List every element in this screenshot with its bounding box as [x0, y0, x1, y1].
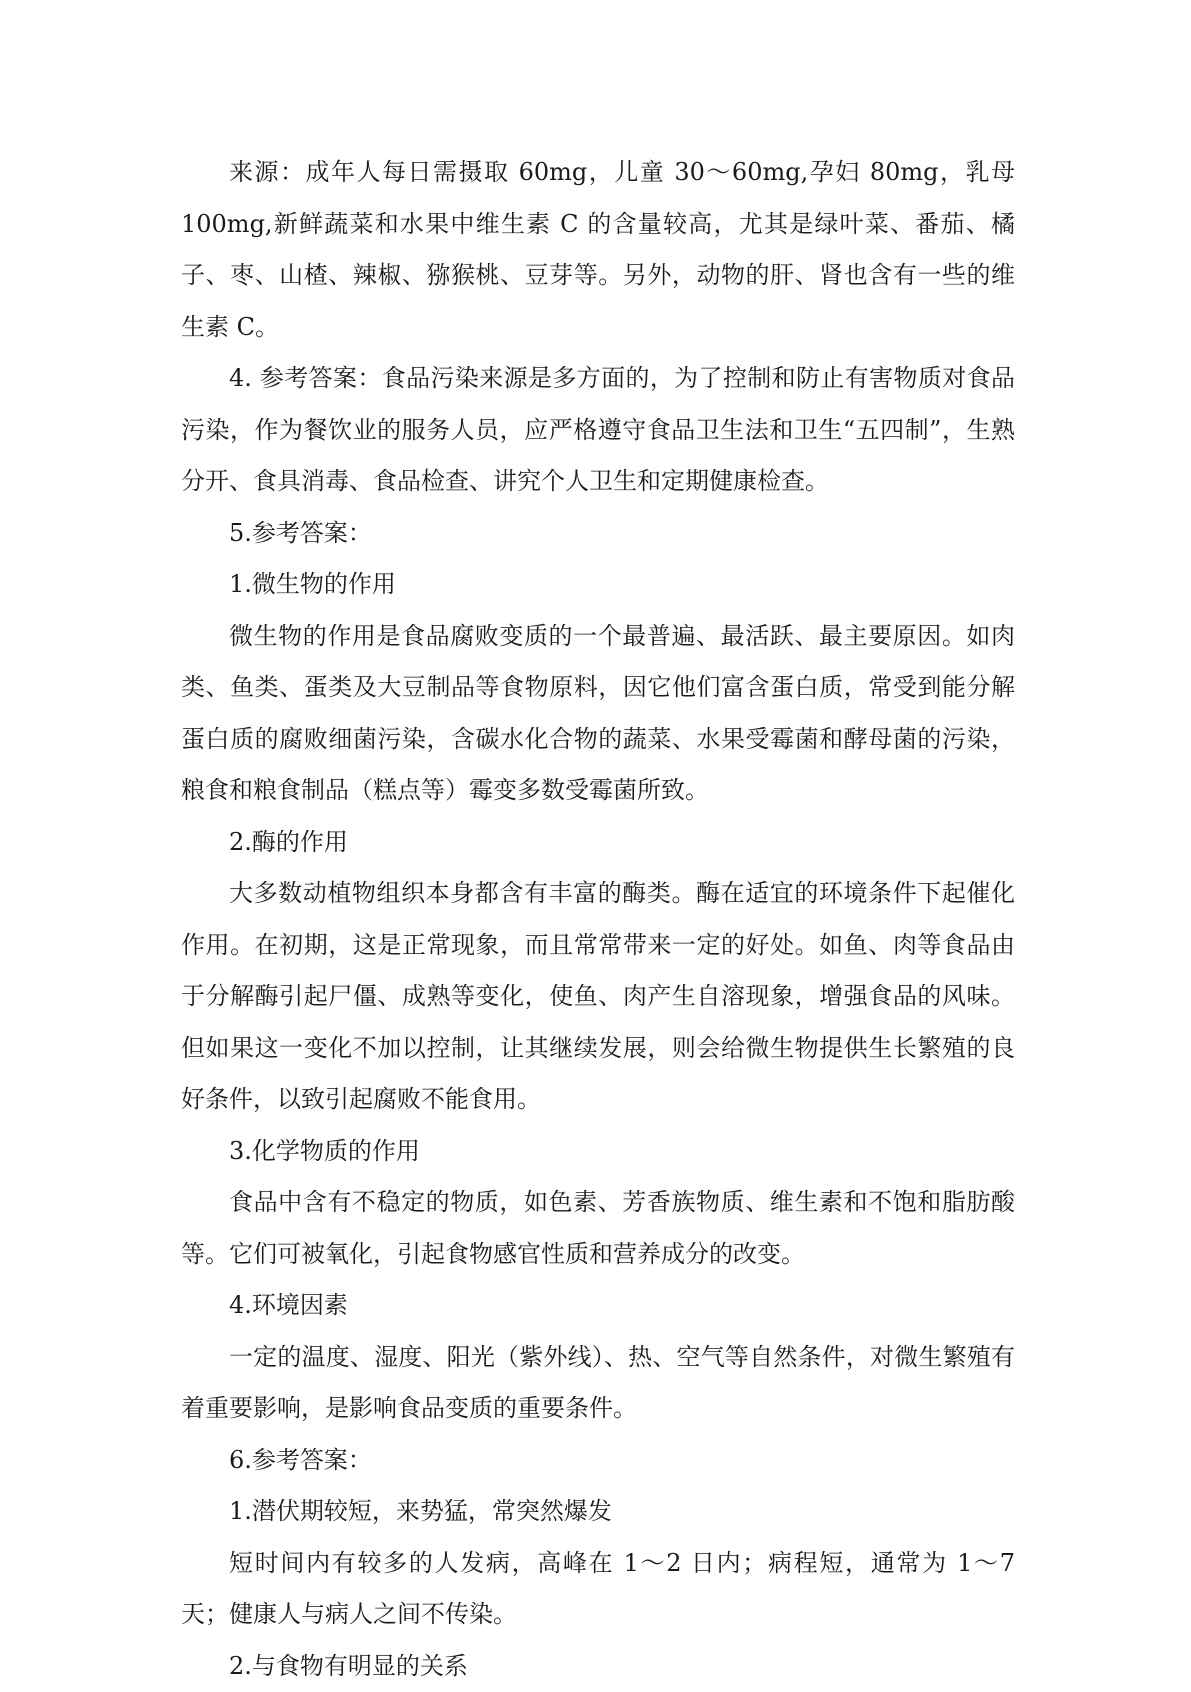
paragraph-enzyme-effect: 大多数动植物组织本身都含有丰富的酶类。酶在适宜的环境条件下起催化作用。在初期，这是正常现象，而且常常带来一定的好处。如鱼、肉等食品由于分解酶引起尸僵、成熟等变化，使鱼、肉产生自溶现象，增强食品的风味。但如果这一变化不加以控制，让其继续发展，则会给微生物提供生长繁殖的良好条件，以致引起腐败不能食用。	[181, 868, 1015, 1126]
paragraph-chemical-effect: 食品中含有不稳定的物质，如色素、芳香族物质、维生素和不饱和脂肪酸等。它们可被氧化，引起食物感官性质和营养成分的改变。	[181, 1177, 1015, 1280]
paragraph-answer-4: 4. 参考答案：食品污染来源是多方面的，为了控制和防止有害物质对食品污染，作为餐饮业的服务人员，应严格遵守食品卫生法和卫生“五四制”，生熟分开、食具消毒、食品检查、讲究个人卫生和定期健康检查。	[181, 353, 1015, 508]
heading-answer-6: 6.参考答案：	[181, 1435, 1015, 1487]
paragraph-environment-factors: 一定的温度、湿度、阳光（紫外线）、热、空气等自然条件，对微生繁殖有着重要影响，是影响食品变质的重要条件。	[181, 1332, 1015, 1435]
heading-short-incubation: 1.潜伏期较短，来势猛，常突然爆发	[181, 1486, 1015, 1538]
heading-environment-factors: 4.环境因素	[181, 1280, 1015, 1332]
paragraph-vitamin-c-source: 来源：成年人每日需摄取 60mg，儿童 30～60mg,孕妇 80mg，乳母 100mg,新鲜蔬菜和水果中维生素 C 的含量较高，尤其是绿叶菜、番茄、橘子、枣、山楂、辣椒、猕猴桃、豆芽等。另外，动物的肝、肾也含有一些的维生素 C。	[181, 147, 1015, 353]
heading-food-relation: 2.与食物有明显的关系	[181, 1641, 1015, 1692]
paragraph-microorganism-effect: 微生物的作用是食品腐败变质的一个最普遍、最活跃、最主要原因。如肉类、鱼类、蛋类及大豆制品等食物原料，因它他们富含蛋白质，常受到能分解蛋白质的腐败细菌污染，含碳水化合物的蔬菜、水果受霉菌和酵母菌的污染，粮食和粮食制品（糕点等）霉变多数受霉菌所致。	[181, 611, 1015, 817]
document-body	[181, 147, 1015, 1692]
paragraph-short-incubation: 短时间内有较多的人发病，高峰在 1～2 日内；病程短，通常为 1～7 天；健康人与病人之间不传染。	[181, 1538, 1015, 1641]
heading-microorganism-effect: 1.微生物的作用	[181, 559, 1015, 611]
heading-answer-5: 5.参考答案：	[181, 508, 1015, 560]
heading-chemical-effect: 3.化学物质的作用	[181, 1126, 1015, 1178]
heading-enzyme-effect: 2.酶的作用	[181, 817, 1015, 869]
